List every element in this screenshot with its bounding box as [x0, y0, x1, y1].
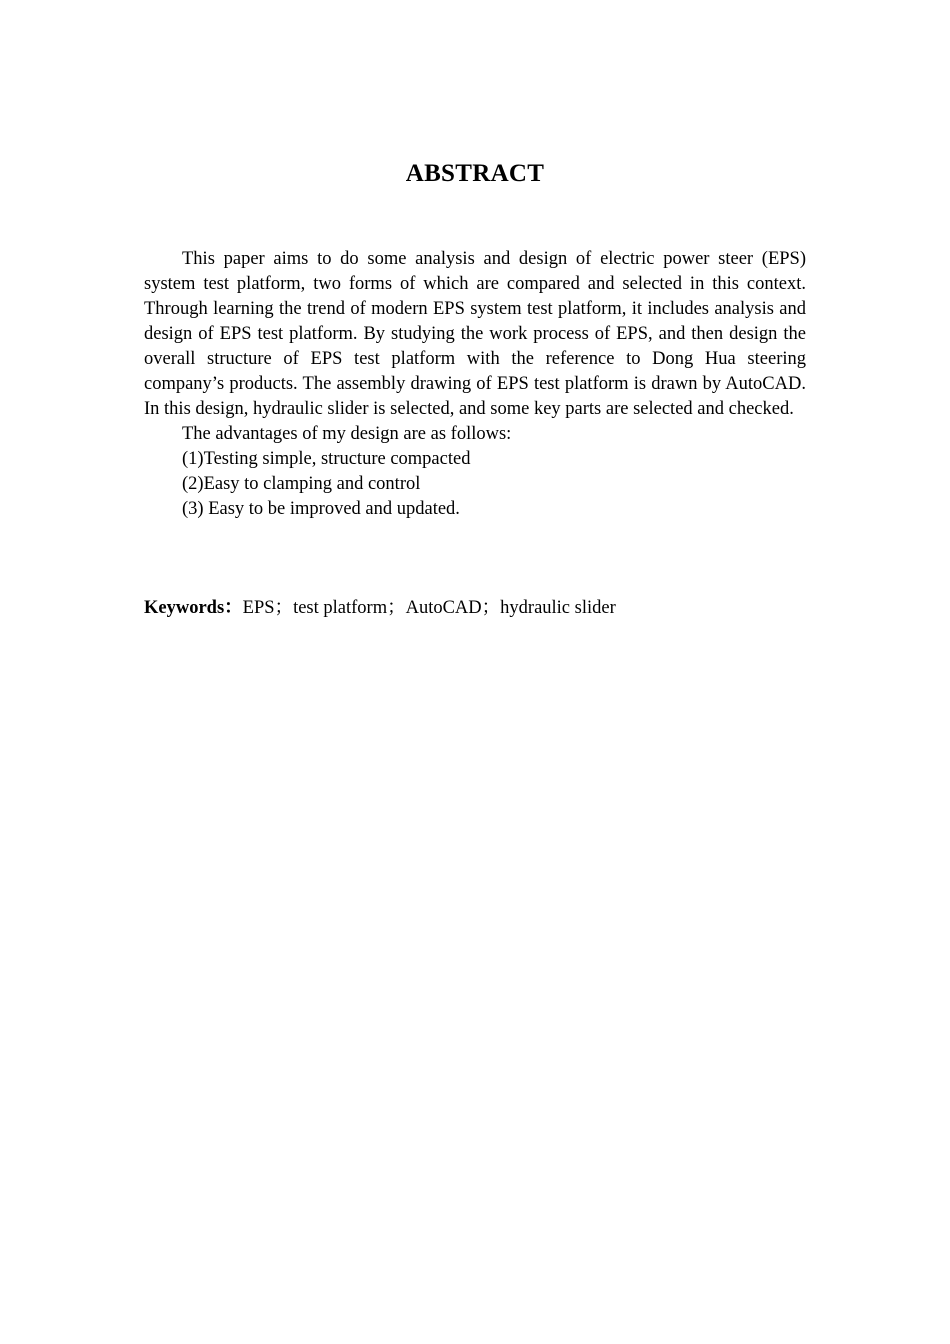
abstract-paragraph: This paper aims to do some analysis and design of electric power steer (EPS) system test platform, two forms of which are compared and selected in this context. Through learning the trend of modern EPS system test platform, it includes analysis and design of EPS test platform. By studying the work process of EPS, and then design the overall structure of EPS test platform with the reference to Dong Hua steering company’s products. The assembly drawing of EPS test platform is drawn by AutoCAD. In this design, hydraulic slider is selected, and some key parts are selected and checked.	[144, 249, 806, 419]
keyword-hydraulic-slider: hydraulic slider	[500, 598, 616, 618]
keywords-line	[144, 596, 806, 621]
advantage-item-2: (2)Easy to clamping and control	[182, 474, 421, 494]
advantage-item-1: (1)Testing simple, structure compacted	[182, 449, 471, 469]
abstract-body	[144, 247, 806, 522]
keywords-label: Keywords：	[144, 598, 243, 618]
keyword-test-platform: test platform；	[293, 598, 406, 618]
keyword-eps: EPS；	[242, 598, 294, 618]
keyword-autocad: AutoCAD；	[405, 598, 501, 618]
advantage-item-3: (3) Easy to be improved and updated.	[182, 499, 460, 519]
advantages-intro: The advantages of my design are as follows:	[182, 424, 512, 444]
abstract-title: ABSTRACT	[405, 160, 545, 187]
